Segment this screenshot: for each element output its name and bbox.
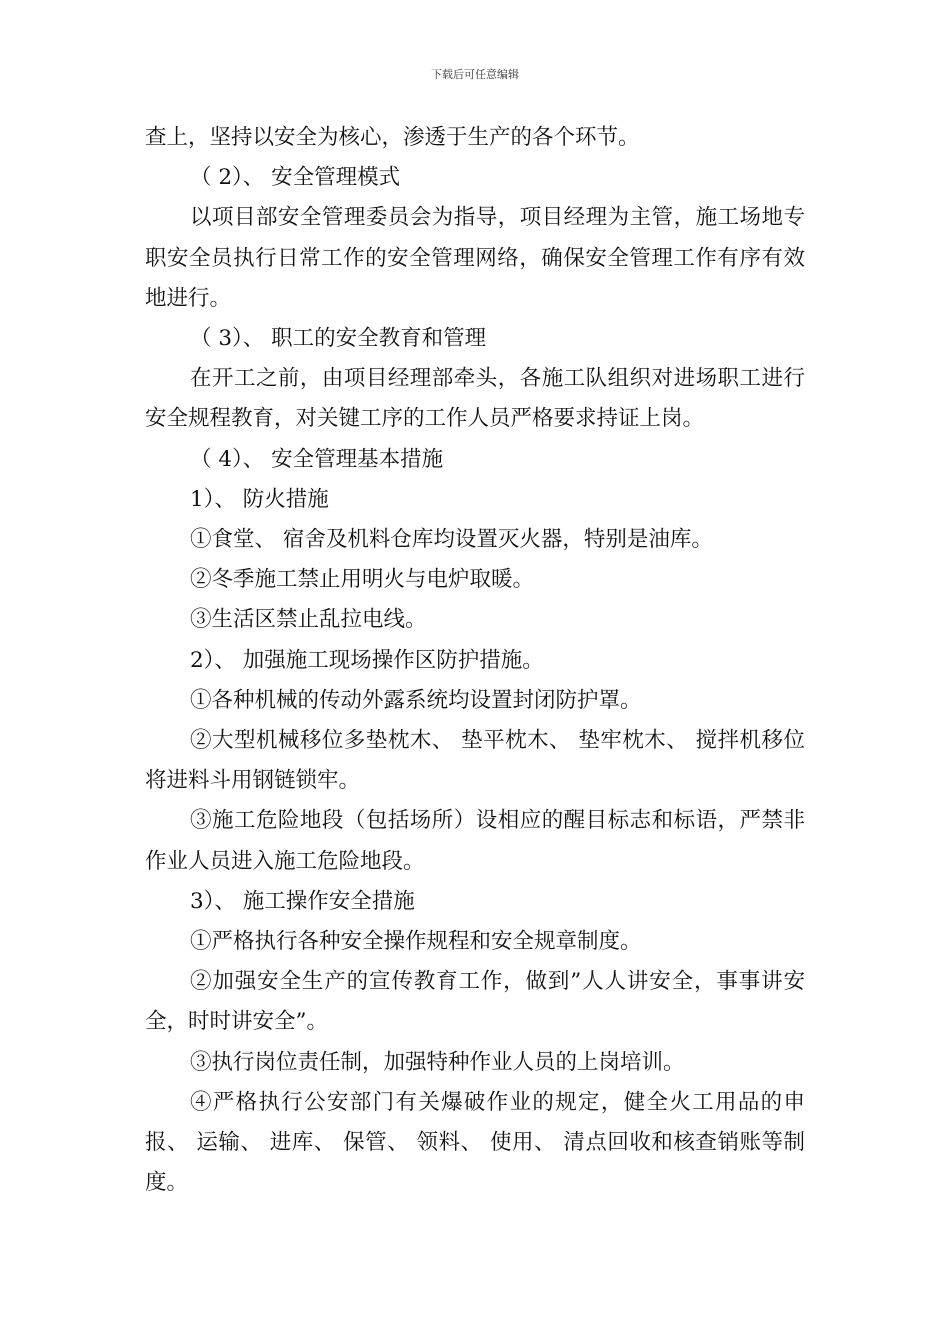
- paragraph: 2）、 加强施工现场操作区防护措施。: [190, 647, 544, 673]
- paragraph: 3）、 施工操作安全措施: [190, 888, 415, 914]
- paragraph: （ 3）、 职工的安全教育和管理: [190, 326, 487, 352]
- paragraph: （ 2）、 安全管理模式: [190, 165, 401, 191]
- paragraph: ①食堂、 宿舍及机料仓库均设置灭火器，特别是油库。: [190, 527, 713, 553]
- paragraph: ②大型机械移位多垫枕木、 垫平枕木、 垫牢枕木、 搅拌机移位将进料斗用钢链锁牢。: [145, 728, 805, 794]
- paragraph: 在开工之前，由项目经理部牵头，各施工队组织对进场职工进行安全规程教育，对关键工序的工作人员严格要求持证上岗。: [145, 366, 805, 432]
- paragraph: ②冬季施工禁止用明火与电炉取暖。: [190, 567, 535, 593]
- paragraph: 1）、 防火措施: [190, 486, 329, 512]
- paragraph: ③生活区禁止乱拉电线。: [190, 607, 427, 633]
- paragraph: ①严格执行各种安全操作规程和安全规章制度。: [190, 929, 642, 955]
- paragraph: 查上，坚持以安全为核心，渗透于生产的各个环节。: [145, 125, 640, 150]
- paragraph: （ 4）、 安全管理基本措施: [190, 446, 444, 472]
- paragraph: ③施工危险地段（包括场所）设相应的醒目标志和标语，严禁非作业人员进入施工危险地段。: [145, 808, 805, 874]
- paragraph: 以项目部安全管理委员会为指导，项目经理为主管，施工场地专职安全员执行日常工作的安全管理网络，确保安全管理工作有序有效地进行。: [145, 205, 805, 311]
- document-body: [145, 118, 805, 1203]
- paragraph: ①各种机械的传动外露系统均设置封闭防护罩。: [190, 687, 642, 713]
- paragraph: ④严格执行公安部门有关爆破作业的规定，健全火工用品的申报、 运输、 进库、 保管、 领料、 使用、 清点回收和核查销账等制度。: [145, 1089, 805, 1196]
- page-header: 下载后可任意编辑: [431, 68, 519, 81]
- paragraph: ③执行岗位责任制，加强特种作业人员的上岗培训。: [190, 1049, 685, 1075]
- paragraph: ②加强安全生产的宣传教育工作，做到”人人讲安全，事事讲安全，时时讲安全”。: [145, 969, 805, 1035]
